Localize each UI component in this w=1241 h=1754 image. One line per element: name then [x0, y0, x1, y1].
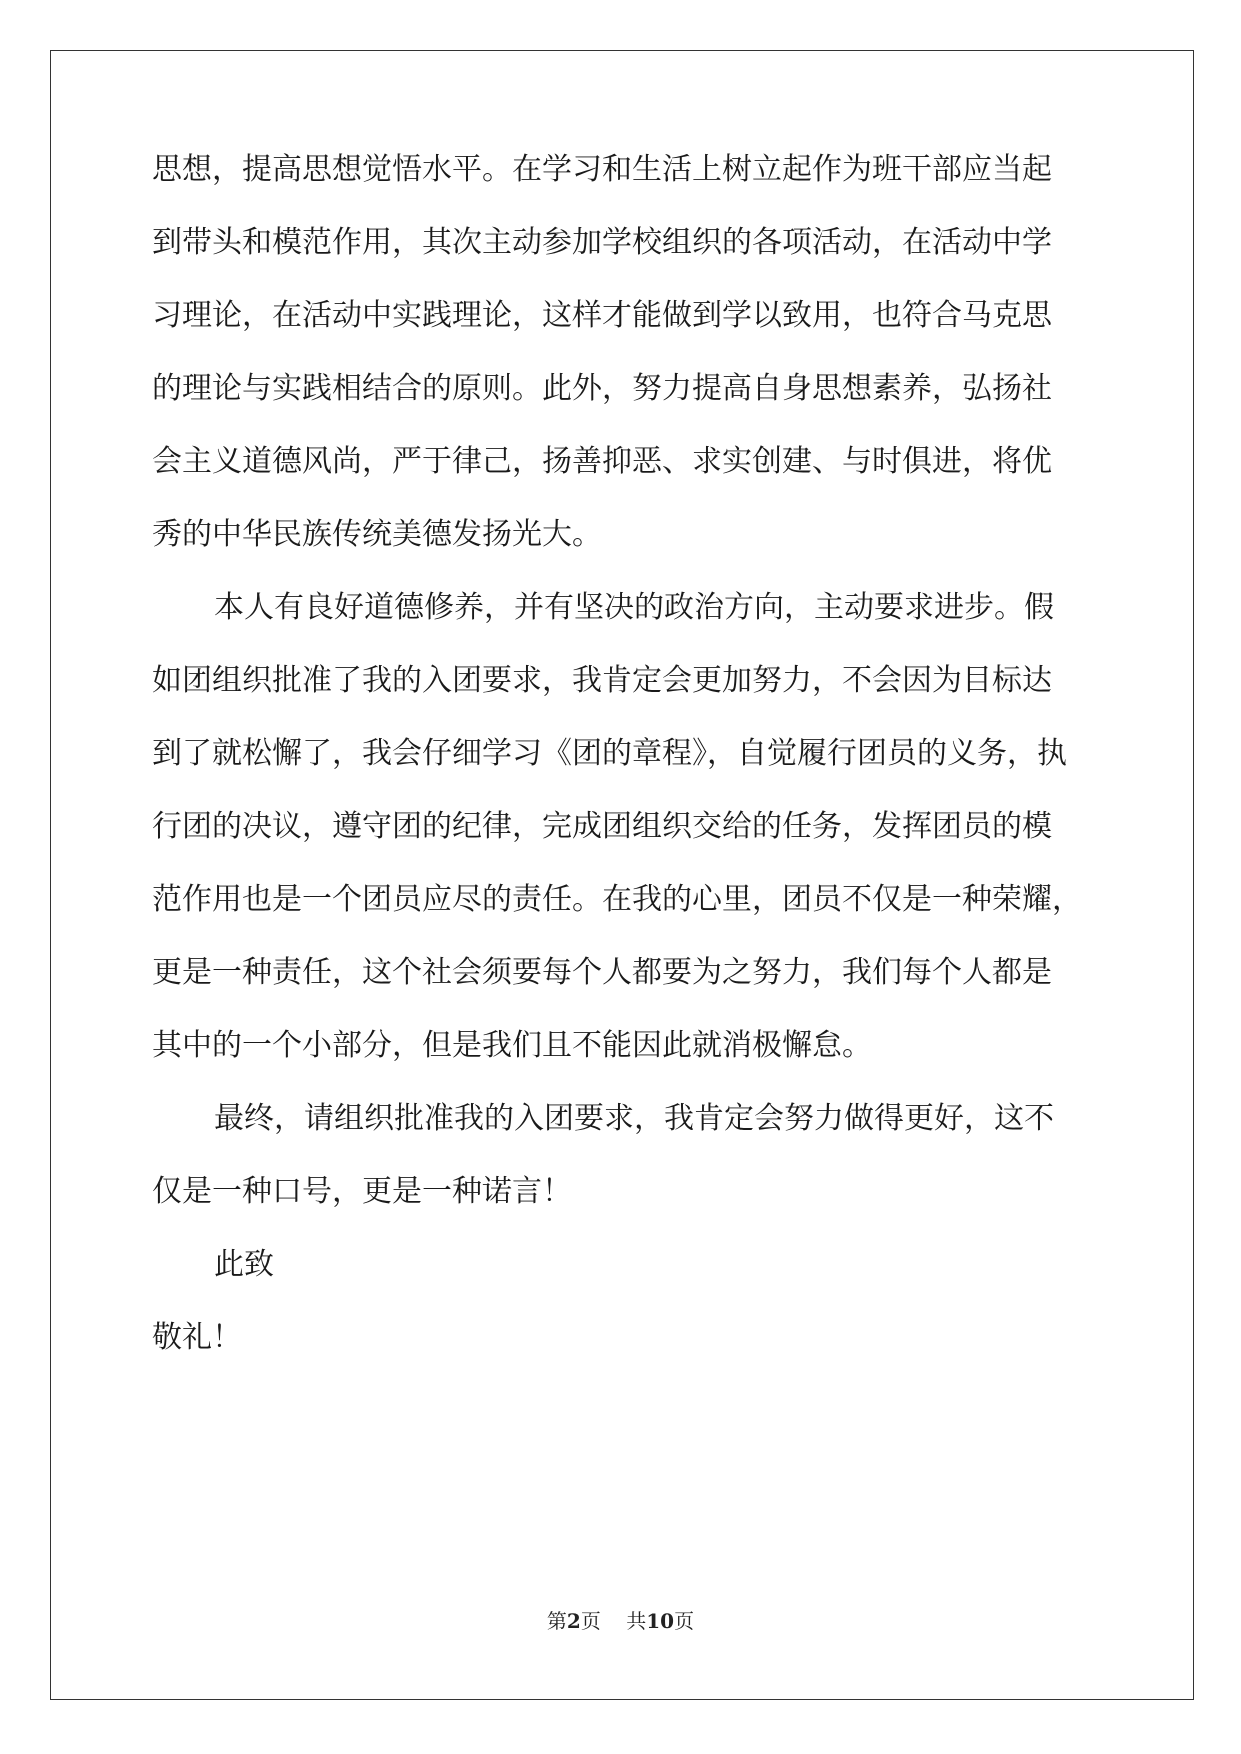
body-line: 其中的一个小部分，但是我们且不能因此就消极懈怠。 — [152, 1028, 872, 1063]
body-line: 仅是一种口号，更是一种诺言！ — [152, 1174, 572, 1209]
body-line: 思想，提高思想觉悟水平。在学习和生活上树立起作为班干部应当起 — [152, 152, 1052, 187]
salutation-line: 此致 — [214, 1247, 274, 1282]
body-line: 的理论与实践相结合的原则。此外，努力提高自身思想素养，弘扬社 — [152, 371, 1052, 406]
body-line: 习理论，在活动中实践理论，这样才能做到学以致用，也符合马克思 — [152, 298, 1052, 333]
total-prefix: 共 — [626, 1609, 647, 1633]
page-prefix: 第 — [546, 1609, 567, 1633]
body-line: 最终，请组织批准我的入团要求，我肯定会努力做得更好，这不 — [214, 1101, 1054, 1136]
body-line: 本人有良好道德修养，并有坚决的政治方向，主动要求进步。假 — [214, 590, 1054, 625]
total-pages: 10 — [646, 1609, 675, 1633]
body-line: 到了就松懈了，我会仔细学习《团的章程》，自觉履行团员的义务，执 — [152, 736, 1067, 771]
body-line: 行团的决议，遵守团的纪律，完成团组织交给的任务，发挥团员的模 — [152, 809, 1052, 844]
body-line: 会主义道德风尚，严于律己，扬善抑恶、求实创建、与时俱进，将优 — [152, 444, 1052, 479]
page-unit: 页 — [580, 1609, 601, 1633]
body-line: 更是一种责任，这个社会须要每个人都要为之努力，我们每个人都是 — [152, 955, 1052, 990]
body-line: 如团组织批准了我的入团要求，我肯定会更加努力，不会因为目标达 — [152, 663, 1052, 698]
page-footer — [0, 1608, 1241, 1634]
body-line: 秀的中华民族传统美德发扬光大。 — [152, 517, 602, 552]
closing-line: 敬礼！ — [152, 1320, 242, 1355]
body-line: 到带头和模范作用，其次主动参加学校组织的各项活动，在活动中学 — [152, 225, 1052, 260]
page-number: 2 — [566, 1609, 581, 1633]
total-unit: 页 — [674, 1609, 695, 1633]
body-line: 范作用也是一个团员应尽的责任。在我的心里，团员不仅是一种荣耀， — [152, 882, 1082, 917]
